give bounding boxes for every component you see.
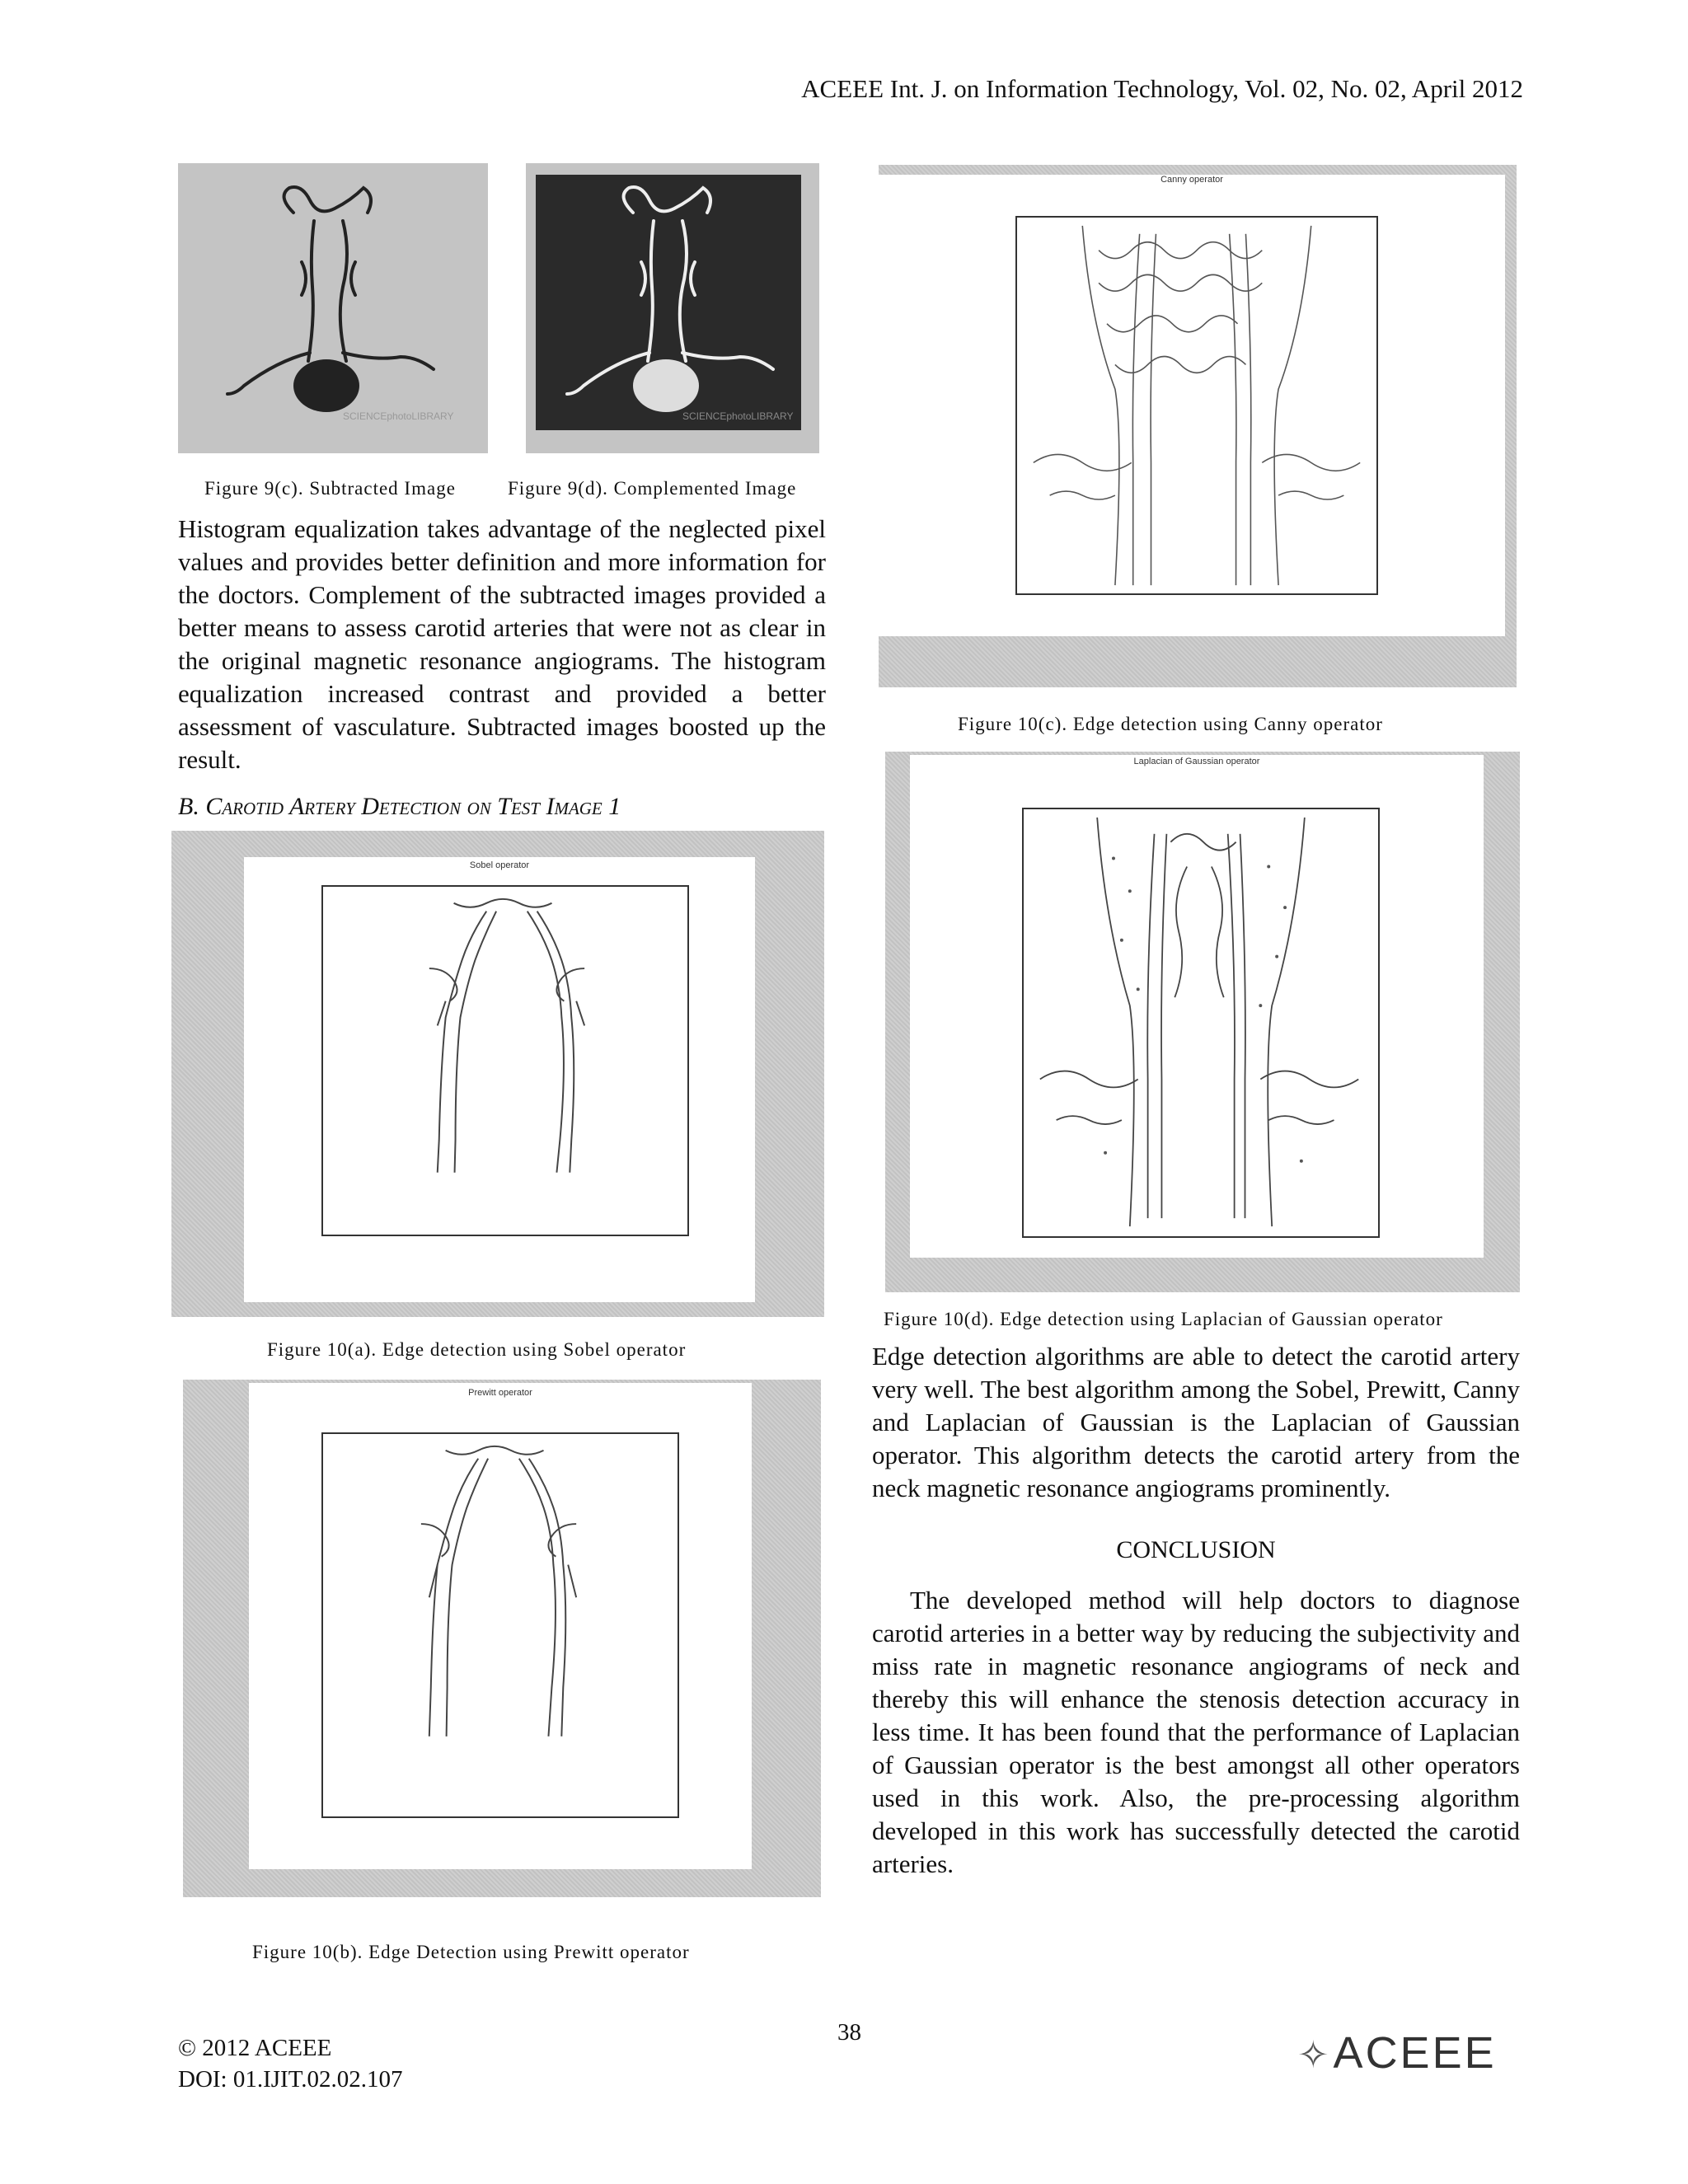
footer-doi: DOI: 01.IJIT.02.02.107 — [178, 2066, 403, 2093]
aceee-logo-text: ACEEE — [1333, 2028, 1497, 2078]
figure-9c-watermark: SCIENCEphotoLIBRARY — [343, 410, 454, 422]
figure-10b-image — [183, 1380, 821, 1897]
figure-10a-plot-title: Sobel operator — [469, 860, 530, 870]
paragraph-edge-detection: Edge detection algorithms are able to detect the carotid artery very well. The best algorithm among the Sobel, Prewitt, Canny and Laplacian of Gaussian is the Laplacian of Gaussian operator. This algorithm detects the carotid artery from the neck magnetic resonance angiograms prominently. — [872, 1342, 1520, 1502]
section-b-label: B. — [178, 793, 199, 820]
page-number: 38 — [837, 2019, 861, 2046]
paragraph-histogram: Histogram equalization takes advantage of the neglected pixel values and provides better definition and more information for the doctors. Complement of the subtracted images provided a better means to assess carotid arteries that were not as clear in the original magnetic resonance angiograms. The histogram equalization increased contrast and provided a better assessment of vasculature. Subtracted images boosted up the result. — [178, 514, 826, 774]
figure-9c-image — [178, 163, 488, 453]
figure-10c-image — [879, 165, 1517, 687]
footer-left — [178, 2032, 403, 2095]
figure-10d-edges — [1024, 809, 1378, 1236]
footer-copyright: © 2012 ACEEE — [178, 2035, 332, 2061]
running-header: ACEEE Int. J. on Information Technology, Vol. 02, No. 02, April 2012 — [801, 74, 1523, 103]
figure-10b-edges — [323, 1434, 678, 1816]
aceee-logo — [1297, 2027, 1497, 2079]
figure-10c-caption: Figure 10(c). Edge detection using Canny operator — [958, 714, 1383, 734]
conclusion-text: The developed method will help doctors to diagnose carotid arteries in a better way by reducing the subjectivity and miss rate in magnetic resonance angiograms of neck and thereby this will enhance the stenosis detection accuracy in less time. It has been found that the performance of Laplacian of Gaussian operator is the best amongst all other operators used in this work. Also, the pre-processing algorithm developed in this work has successfully detected the carotid arteries. — [872, 1586, 1520, 1878]
figure-10b-plot-title: Prewitt operator — [468, 1388, 532, 1398]
figure-9c-caption: Figure 9(c). Subtracted Image — [204, 478, 456, 499]
section-b-title: Carotid Artery Detection on Test Image 1 — [205, 793, 621, 820]
figure-10a-edges — [323, 887, 687, 1235]
figure-9d-image — [526, 163, 819, 453]
figure-9d-caption: Figure 9(d). Complemented Image — [508, 478, 797, 499]
figure-10c-plot-title: Canny operator — [1160, 175, 1223, 185]
section-b-heading — [178, 793, 621, 821]
figure-10b-caption: Figure 10(b). Edge Detection using Prewitt operator — [252, 1942, 690, 1962]
figure-9d-heart — [633, 359, 699, 412]
figure-10d-image — [885, 752, 1520, 1292]
figure-10a-caption: Figure 10(a). Edge detection using Sobel operator — [267, 1339, 687, 1360]
figure-10d-plot-title: Laplacian of Gaussian operator — [1133, 757, 1260, 766]
conclusion-heading: CONCLUSION — [1116, 1536, 1276, 1563]
figure-10c-edges — [1017, 218, 1376, 593]
figure-10a-image — [171, 831, 824, 1317]
star-icon: ✧ — [1297, 2033, 1332, 2076]
figure-10d-caption: Figure 10(d). Edge detection using Laplacian of Gaussian operator — [884, 1309, 1443, 1329]
figure-9c-heart — [293, 359, 359, 412]
figure-9d-watermark: SCIENCEphotoLIBRARY — [682, 410, 794, 422]
